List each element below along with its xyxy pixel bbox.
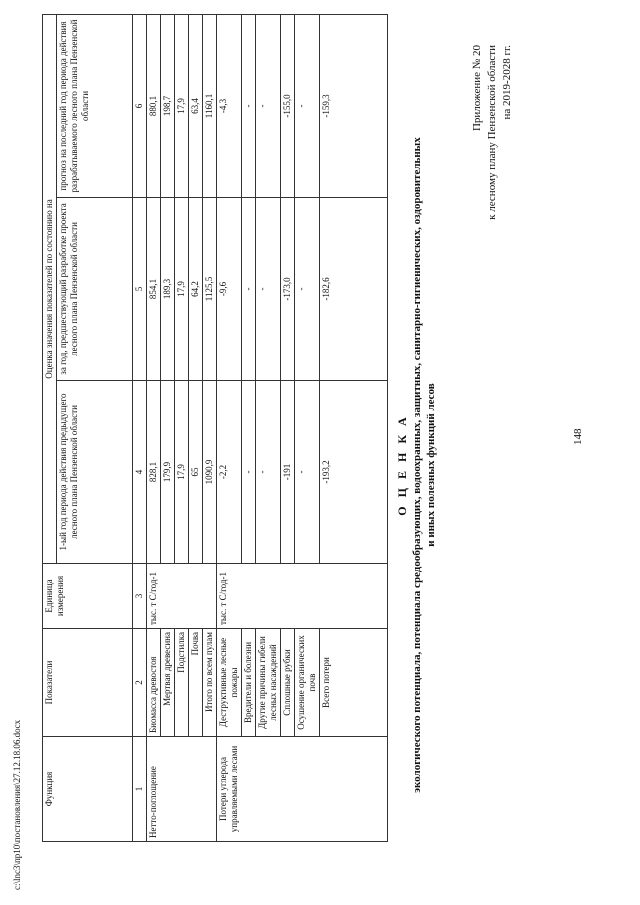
header-col5: за год, предшествующий разработке проекта лесного плана Пензенской области: [57, 198, 133, 381]
indicator-cell: Другие причины гибели лесных насаждений: [256, 629, 281, 737]
value-cell: 65: [189, 381, 203, 564]
col-number: 4: [133, 381, 147, 564]
appendix-line-2: к лесному плану Пензенской области: [486, 45, 498, 220]
value-cell: -: [242, 198, 256, 381]
value-cell: -191: [281, 381, 295, 564]
table-row: [281, 14, 295, 841]
value-cell: -: [256, 14, 281, 197]
indicator-cell: Осушение органических почв: [295, 629, 320, 737]
appendix-line-1: Приложение № 20: [471, 45, 483, 132]
header-function: Функция: [43, 737, 133, 842]
table-row: [217, 14, 242, 841]
col-number: 5: [133, 198, 147, 381]
value-cell: 179,9: [161, 381, 175, 564]
table-row: [320, 14, 388, 841]
page-number: 148: [572, 428, 584, 445]
value-cell: 17,9: [175, 14, 189, 197]
subtitle-line-1: экологического потенциала, потенциала средообразующих, водоохранных, защитных, санитарно-гигиенических, оздоровительных: [411, 137, 423, 793]
value-cell: 198,7: [161, 14, 175, 197]
appendix-block: [470, 45, 515, 305]
value-cell: 1160,1: [203, 14, 217, 197]
appendix-line-3: на 2019-2028 гг.: [501, 45, 513, 120]
header-col4: 1-ый год периода действия предыдущего лесного плана Пензенской области: [57, 381, 133, 564]
header-units: Единица измерения: [43, 564, 133, 629]
table-row: [161, 14, 175, 841]
indicator-cell: Всего потери: [320, 629, 388, 737]
table-row: [203, 14, 217, 841]
value-cell: 880,1: [147, 14, 161, 197]
value-cell: 189,3: [161, 198, 175, 381]
col-number: 6: [133, 14, 147, 197]
table-row: [147, 14, 161, 841]
col-number: 1: [133, 737, 147, 842]
document-title: О Ц Е Н К А: [395, 414, 409, 516]
value-cell: -: [295, 198, 320, 381]
value-cell: -2,2: [217, 381, 242, 564]
value-cell: 854,1: [147, 198, 161, 381]
units-cell: тыс. т С/год-1: [217, 564, 388, 629]
value-cell: -: [256, 381, 281, 564]
value-cell: -193,2: [320, 381, 388, 564]
value-cell: -159,3: [320, 14, 388, 197]
value-cell: 63,4: [189, 14, 203, 197]
value-cell: 17,9: [175, 381, 189, 564]
assessment-table: [42, 14, 388, 842]
value-cell: -182,6: [320, 198, 388, 381]
table-row: [175, 14, 189, 841]
header-indicators: Показатели: [43, 629, 133, 737]
value-cell: -: [242, 381, 256, 564]
value-cell: -173,0: [281, 198, 295, 381]
value-cell: 828,1: [147, 381, 161, 564]
indicator-cell: Биомасса древостоя: [147, 629, 161, 737]
indicator-cell: Сплошные рубки: [281, 629, 295, 737]
function-cell: Нетто-поглощение: [147, 737, 217, 842]
table-row: [242, 14, 256, 841]
indicator-cell: Почва: [189, 629, 203, 737]
units-cell: тыс. т С/год-1: [147, 564, 217, 629]
value-cell: -4,3: [217, 14, 242, 197]
indicator-cell: Итого по всем пулам: [203, 629, 217, 737]
col-number: 3: [133, 564, 147, 629]
value-cell: 64,2: [189, 198, 203, 381]
indicator-cell: Подстилка: [175, 629, 189, 737]
value-cell: -9,6: [217, 198, 242, 381]
document-subtitle: [410, 110, 438, 820]
table-row: [189, 14, 203, 841]
column-number-row: [133, 14, 147, 841]
indicator-cell: Деструктивные лесные пожары: [217, 629, 242, 737]
value-cell: -: [295, 14, 320, 197]
col-number: 2: [133, 629, 147, 737]
value-cell: 1090,9: [203, 381, 217, 564]
table-row: [295, 14, 320, 841]
value-cell: 17,9: [175, 198, 189, 381]
indicator-cell: Мертвая древесина: [161, 629, 175, 737]
header-estimate-group: Оценка значения показателей по состоянию на: [43, 14, 57, 563]
value-cell: -155,0: [281, 14, 295, 197]
table-row: [256, 14, 281, 841]
file-path-footer: c:\lnc3\пр10\постановления\27.12.18.06.docx: [12, 719, 22, 890]
function-cell: Потери углерода управляемыми лесами: [217, 737, 388, 842]
subtitle-line-2: и иных полезных функций лесов: [425, 383, 437, 547]
header-col6: прогноз на последний год периода действия разрабатываемого лесного плана Пензенской области: [57, 14, 133, 197]
value-cell: -: [295, 381, 320, 564]
value-cell: 1125,5: [203, 198, 217, 381]
value-cell: -: [256, 198, 281, 381]
value-cell: -: [242, 14, 256, 197]
indicator-cell: Вредители и болезни: [242, 629, 256, 737]
